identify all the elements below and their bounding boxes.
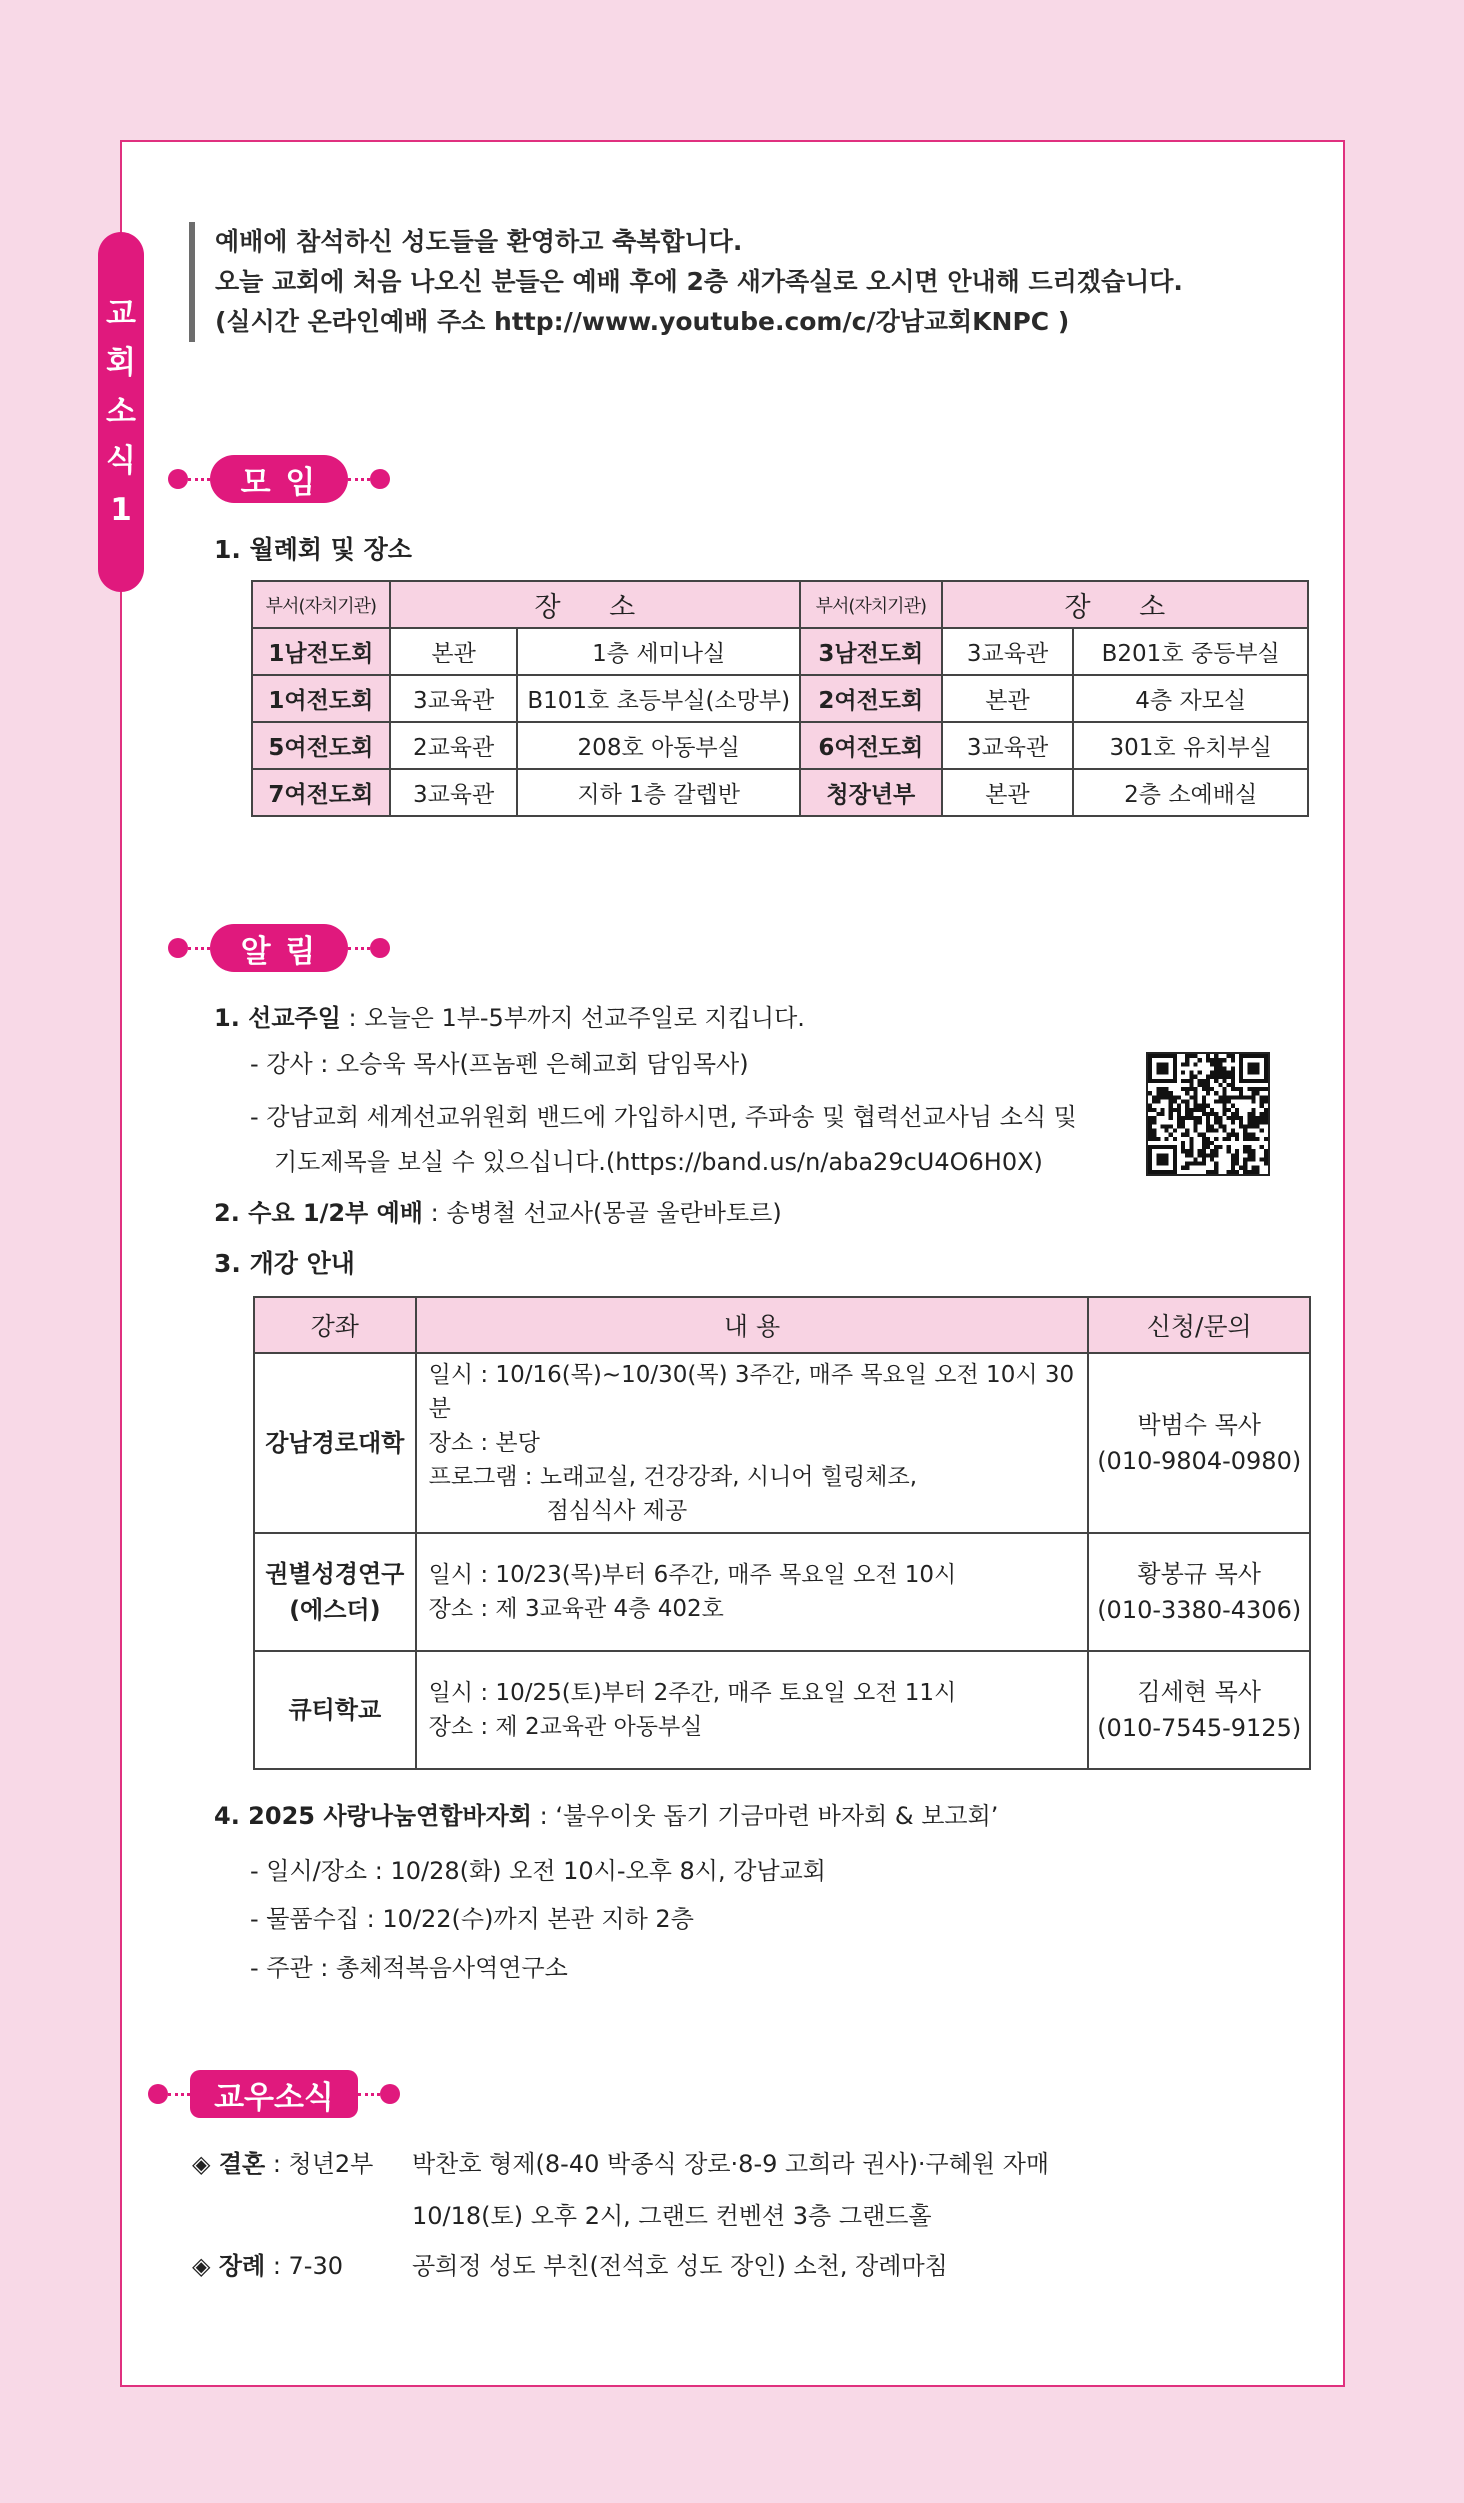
column-header: 장 소 xyxy=(942,581,1308,628)
side-tab-char: 1 xyxy=(110,491,132,528)
welcome-line: 예배에 참석하신 성도들을 환영하고 축복합니다. xyxy=(215,227,743,256)
notice-item: 4. 2025 사랑나눔연합바자회 : ‘불우이웃 돕기 기금마련 바자회 & 보고회’ xyxy=(214,1802,999,1830)
section-title: 모 임 xyxy=(210,455,348,503)
section-header-members xyxy=(148,2067,400,2121)
notice-subitem: - 강남교회 세계선교위원회 밴드에 가입하시면, 주파송 및 협력선교사님 소식 및 xyxy=(250,1103,1077,1131)
side-tab-char: 소 xyxy=(106,393,136,430)
wedding-detail: 10/18(토) 오후 2시, 그랜드 컨벤션 3층 그랜드홀 xyxy=(412,2202,932,2230)
course-table xyxy=(253,1296,1311,1770)
notice-subitem: - 일시/장소 : 10/28(화) 오전 10시-오후 8시, 강남교회 xyxy=(250,1857,826,1885)
table-row: 강남경로대학 일시 : 10/16(목)~10/30(목) 3주간, 매주 목요일 오전 10시 30분 장소 : 본당 프로그램 : 노래교실, 건강강좌, 시니어 힐링체조, 점심식사 제공 박범수 목사 (010-9804-0980) xyxy=(254,1353,1310,1533)
bullet-dot-icon xyxy=(370,469,390,489)
notice-item: 3. 개강 안내 xyxy=(214,1249,355,1278)
side-tab-char: 회 xyxy=(106,344,136,381)
funeral-item: ◈ 장례 : 7-30 xyxy=(192,2252,343,2280)
bullet-dot-icon xyxy=(380,2084,400,2104)
bullet-dot-icon xyxy=(168,469,188,489)
notice-subitem: - 강사 : 오승욱 목사(프놈펜 은혜교회 담임목사) xyxy=(250,1050,749,1078)
bullet-dot-icon xyxy=(148,2084,168,2104)
table-row: 1여전도회 3교육관 B101호 초등부실(소망부) 2여전도회 본관 4층 자모실 xyxy=(252,675,1308,722)
section-header-notice xyxy=(168,921,390,975)
notice-item: 2. 수요 1/2부 예배 : 송병철 선교사(몽골 울란바토르) xyxy=(214,1199,782,1227)
column-header: 강좌 xyxy=(254,1297,416,1353)
bullet-dot-icon xyxy=(168,938,188,958)
bullet-dot-icon xyxy=(370,938,390,958)
table-header-row xyxy=(252,581,1308,628)
section-header-meeting xyxy=(168,452,390,506)
qr-code-icon[interactable] xyxy=(1146,1052,1270,1176)
table-header-row xyxy=(254,1297,1310,1353)
wedding-item: ◈ 결혼 : 청년2부 xyxy=(192,2150,374,2178)
welcome-line: (실시간 온라인예배 주소 http://www.youtube.com/c/강남교회KNPC ) xyxy=(215,307,1070,336)
funeral-detail: 공희정 성도 부친(전석호 성도 장인) 소천, 장례마침 xyxy=(412,2252,948,2280)
section-title: 알 림 xyxy=(210,924,348,972)
table-row: 5여전도회 2교육관 208호 아동부실 6여전도회 3교육관 301호 유치부실 xyxy=(252,722,1308,769)
column-header: 내 용 xyxy=(416,1297,1089,1353)
table-row: 7여전도회 3교육관 지하 1층 갈렙반 청장년부 본관 2층 소예배실 xyxy=(252,769,1308,816)
wedding-detail: 박찬호 형제(8-40 박종식 장로·8-9 고희라 권사)·구혜원 자매 xyxy=(412,2150,1050,2178)
notice-subitem: - 주관 : 총체적복음사역연구소 xyxy=(250,1954,568,1982)
welcome-message xyxy=(189,222,1319,342)
table-row: 1남전도회 본관 1층 세미나실 3남전도회 3교육관 B201호 중등부실 xyxy=(252,628,1308,675)
column-header: 부서(자치기관) xyxy=(252,581,390,628)
notice-subitem: - 물품수집 : 10/22(수)까지 본관 지하 2층 xyxy=(250,1905,694,1933)
notice-subitem: 기도제목을 보실 수 있으십니다.(https://band.us/n/aba29cU4O6H0X) xyxy=(274,1148,1043,1176)
column-header: 부서(자치기관) xyxy=(800,581,942,628)
side-tab-church-news xyxy=(98,232,144,592)
table-row: 큐티학교 일시 : 10/25(토)부터 2주간, 매주 토요일 오전 11시 장소 : 제 2교육관 아동부실 김세현 목사 (010-7545-9125) xyxy=(254,1651,1310,1769)
section-title: 교우소식 xyxy=(190,2070,358,2118)
column-header: 장 소 xyxy=(390,581,800,628)
welcome-line: 오늘 교회에 처음 나오신 분들은 예배 후에 2층 새가족실로 오시면 안내해 드리겠습니다. xyxy=(215,267,1183,296)
side-tab-char: 식 xyxy=(106,442,136,479)
table-row: 권별성경연구 (에스더) 일시 : 10/23(목)부터 6주간, 매주 목요일 오전 10시 장소 : 제 3교육관 4층 402호 황봉규 목사 (010-3380-4306) xyxy=(254,1533,1310,1651)
column-header: 신청/문의 xyxy=(1088,1297,1310,1353)
subsection-title: 1. 월례회 및 장소 xyxy=(214,535,412,564)
side-tab-char: 교 xyxy=(106,295,136,332)
meeting-location-table xyxy=(251,580,1309,817)
notice-item: 1. 선교주일 : 오늘은 1부-5부까지 선교주일로 지킵니다. xyxy=(214,1004,805,1032)
